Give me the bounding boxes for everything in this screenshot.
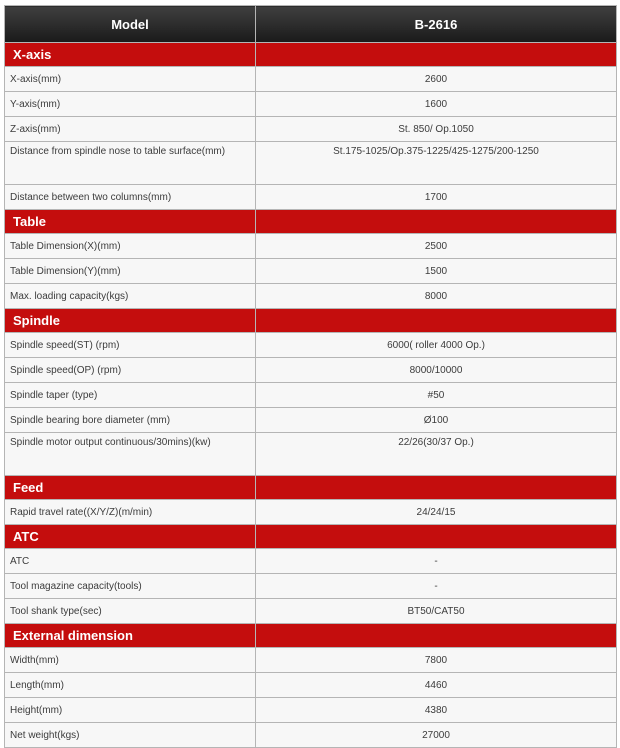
table-row xyxy=(5,67,617,92)
spec-label: Y-axis(mm) xyxy=(5,92,256,117)
spec-label: Table Dimension(Y)(mm) xyxy=(5,259,256,284)
spec-value: BT50/CAT50 xyxy=(256,599,617,624)
section-title: Feed xyxy=(5,476,256,500)
table-row xyxy=(5,723,617,748)
table-row xyxy=(5,284,617,309)
section-feed xyxy=(5,476,617,500)
spec-table xyxy=(4,5,617,748)
table-row xyxy=(5,673,617,698)
spec-value: St.175-1025/Op.375-1225/425-1275/200-1250 xyxy=(256,142,617,185)
spec-value: 2500 xyxy=(256,234,617,259)
section-filler xyxy=(256,309,617,333)
spec-table-container xyxy=(4,5,616,748)
section-title: External dimension xyxy=(5,624,256,648)
table-row xyxy=(5,408,617,433)
spec-label: X-axis(mm) xyxy=(5,67,256,92)
spec-label: Height(mm) xyxy=(5,698,256,723)
section-title: X-axis xyxy=(5,43,256,67)
spec-value: 1500 xyxy=(256,259,617,284)
spec-label: Tool shank type(sec) xyxy=(5,599,256,624)
spec-label: Tool magazine capacity(tools) xyxy=(5,574,256,599)
spec-label: Width(mm) xyxy=(5,648,256,673)
spec-value: 22/26(30/37 Op.) xyxy=(256,433,617,476)
spec-label: Spindle taper (type) xyxy=(5,383,256,408)
spec-label: Spindle speed(ST) (rpm) xyxy=(5,333,256,358)
spec-value: #50 xyxy=(256,383,617,408)
spec-label: Z-axis(mm) xyxy=(5,117,256,142)
spec-value: 8000/10000 xyxy=(256,358,617,383)
spec-label: Net weight(kgs) xyxy=(5,723,256,748)
section-table xyxy=(5,210,617,234)
table-row xyxy=(5,383,617,408)
section-atc xyxy=(5,525,617,549)
spec-label: Length(mm) xyxy=(5,673,256,698)
table-row xyxy=(5,259,617,284)
spec-label: Distance from spindle nose to table surface(mm) xyxy=(5,142,256,185)
spec-value: 4460 xyxy=(256,673,617,698)
table-row xyxy=(5,648,617,673)
section-filler xyxy=(256,43,617,67)
table-row xyxy=(5,333,617,358)
section-x-axis xyxy=(5,43,617,67)
spec-label: Distance between two columns(mm) xyxy=(5,185,256,210)
spec-value: 27000 xyxy=(256,723,617,748)
header-model-value: B-2616 xyxy=(256,6,617,43)
spec-value: 2600 xyxy=(256,67,617,92)
spec-value: Ø100 xyxy=(256,408,617,433)
section-title: Table xyxy=(5,210,256,234)
table-row xyxy=(5,698,617,723)
header-model-label: Model xyxy=(5,6,256,43)
section-title: ATC xyxy=(5,525,256,549)
table-row xyxy=(5,117,617,142)
table-row xyxy=(5,500,617,525)
spec-value: 1600 xyxy=(256,92,617,117)
spec-value: - xyxy=(256,574,617,599)
spec-value: 24/24/15 xyxy=(256,500,617,525)
spec-value: 6000( roller 4000 Op.) xyxy=(256,333,617,358)
spec-value: 7800 xyxy=(256,648,617,673)
spec-value: St. 850/ Op.1050 xyxy=(256,117,617,142)
spec-value: 1700 xyxy=(256,185,617,210)
spec-value: - xyxy=(256,549,617,574)
table-row xyxy=(5,185,617,210)
spec-value: 8000 xyxy=(256,284,617,309)
section-filler xyxy=(256,476,617,500)
table-row xyxy=(5,433,617,476)
table-row xyxy=(5,234,617,259)
table-row xyxy=(5,599,617,624)
section-title: Spindle xyxy=(5,309,256,333)
spec-label: Rapid travel rate((X/Y/Z)(m/min) xyxy=(5,500,256,525)
spec-label: Spindle speed(OP) (rpm) xyxy=(5,358,256,383)
spec-label: Spindle bearing bore diameter (mm) xyxy=(5,408,256,433)
spec-label: ATC xyxy=(5,549,256,574)
section-filler xyxy=(256,210,617,234)
header-row xyxy=(5,6,617,43)
table-row xyxy=(5,92,617,117)
table-row xyxy=(5,574,617,599)
section-external-dimension xyxy=(5,624,617,648)
section-filler xyxy=(256,624,617,648)
spec-value: 4380 xyxy=(256,698,617,723)
table-row xyxy=(5,549,617,574)
table-row xyxy=(5,142,617,185)
spec-label: Spindle motor output continuous/30mins)(kw) xyxy=(5,433,256,476)
spec-label: Max. loading capacity(kgs) xyxy=(5,284,256,309)
spec-label: Table Dimension(X)(mm) xyxy=(5,234,256,259)
table-row xyxy=(5,358,617,383)
section-filler xyxy=(256,525,617,549)
section-spindle xyxy=(5,309,617,333)
